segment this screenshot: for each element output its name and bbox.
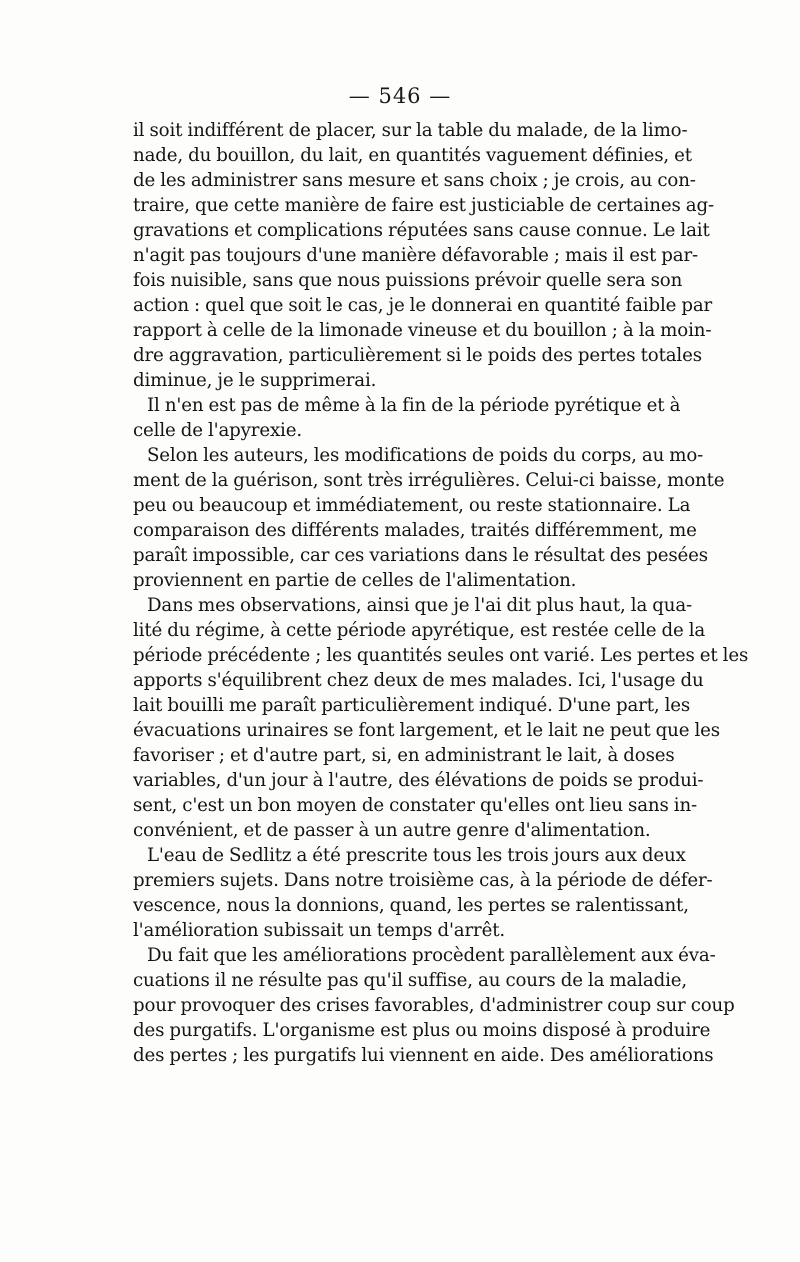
page-number: — 546 — bbox=[348, 84, 452, 108]
text-line: apports s'équilibrent chez deux de mes malades. Ici, l'usage du bbox=[133, 670, 704, 691]
text-line: évacuations urinaires se font largement, et le lait ne peut que les bbox=[133, 720, 720, 741]
paragraph bbox=[133, 118, 714, 393]
text-line: Il n'en est pas de même à la fin de la période pyrétique et à bbox=[147, 395, 681, 416]
text-line: dre aggravation, particulièrement si le poids des pertes totales bbox=[133, 345, 702, 366]
text-line: Du fait que les améliorations procèdent parallèlement aux éva- bbox=[147, 945, 716, 966]
text-line: fois nuisible, sans que nous puissions prévoir quelle sera son bbox=[133, 270, 683, 291]
text-line: Dans mes observations, ainsi que je l'ai dit plus haut, la qua- bbox=[147, 595, 693, 616]
text-line: comparaison des différents malades, traités différemment, me bbox=[133, 520, 697, 541]
text-line: Selon les auteurs, les modifications de poids du corps, au mo- bbox=[147, 445, 704, 466]
text-line: de les administrer sans mesure et sans choix ; je crois, au con- bbox=[133, 170, 696, 191]
text-line: n'agit pas toujours d'une manière défavorable ; mais il est par- bbox=[133, 245, 699, 266]
paragraph bbox=[133, 593, 749, 843]
text-line: favoriser ; et d'autre part, si, en administrant le lait, à doses bbox=[133, 745, 675, 766]
text-line: cuations il ne résulte pas qu'il suffise, au cours de la maladie, bbox=[133, 970, 687, 991]
text-line: des purgatifs. L'organisme est plus ou moins disposé à produire bbox=[133, 1020, 711, 1041]
text-line: proviennent en partie de celles de l'alimentation. bbox=[133, 570, 577, 591]
text-line: action : quel que soit le cas, je le donnerai en quantité faible par bbox=[133, 295, 713, 316]
text-line: rapport à celle de la limonade vineuse et du bouillon ; à la moin- bbox=[133, 320, 712, 341]
text-line: diminue, je le supprimerai. bbox=[133, 370, 377, 391]
text-line: variables, d'un jour à l'autre, des élévations de poids se produi- bbox=[133, 770, 704, 791]
text-line: premiers sujets. Dans notre troisième cas, à la période de défer- bbox=[133, 870, 713, 891]
paragraph bbox=[133, 443, 725, 593]
text-line: l'amélioration subissait un temps d'arrêt. bbox=[133, 920, 505, 941]
text-line: ment de la guérison, sont très irrégulières. Celui-ci baisse, monte bbox=[133, 470, 725, 491]
body-text bbox=[133, 118, 749, 1068]
text-line: traire, que cette manière de faire est justiciable de certaines ag- bbox=[133, 195, 714, 216]
text-line: il soit indifférent de placer, sur la table du malade, de la limo- bbox=[133, 120, 688, 141]
text-line: celle de l'apyrexie. bbox=[133, 420, 302, 441]
text-line: convénient, et de passer à un autre genre d'alimentation. bbox=[133, 820, 651, 841]
text-line: période précédente ; les quantités seules ont varié. Les pertes et les bbox=[133, 645, 749, 666]
text-line: nade, du bouillon, du lait, en quantités vaguement définies, et bbox=[133, 145, 692, 166]
text-line: des pertes ; les purgatifs lui viennent en aide. Des améliorations bbox=[133, 1045, 714, 1066]
text-line: pour provoquer des crises favorables, d'administrer coup sur coup bbox=[133, 995, 735, 1016]
paragraph bbox=[133, 843, 713, 943]
text-line: L'eau de Sedlitz a été prescrite tous les trois jours aux deux bbox=[147, 845, 686, 866]
paragraph bbox=[133, 943, 735, 1068]
text-line: sent, c'est un bon moyen de constater qu'elles ont lieu sans in- bbox=[133, 795, 698, 816]
text-line: paraît impossible, car ces variations dans le résultat des pesées bbox=[133, 545, 708, 566]
text-line: lité du régime, à cette période apyrétique, est restée celle de la bbox=[133, 620, 706, 641]
paragraph bbox=[133, 393, 681, 443]
text-line: gravations et complications réputées sans cause connue. Le lait bbox=[133, 220, 710, 241]
text-line: lait bouilli me paraît particulièrement indiqué. D'une part, les bbox=[133, 695, 691, 716]
text-line: peu ou beaucoup et immédiatement, ou reste stationnaire. La bbox=[133, 495, 691, 516]
text-line: vescence, nous la donnions, quand, les pertes se ralentissant, bbox=[133, 895, 689, 916]
